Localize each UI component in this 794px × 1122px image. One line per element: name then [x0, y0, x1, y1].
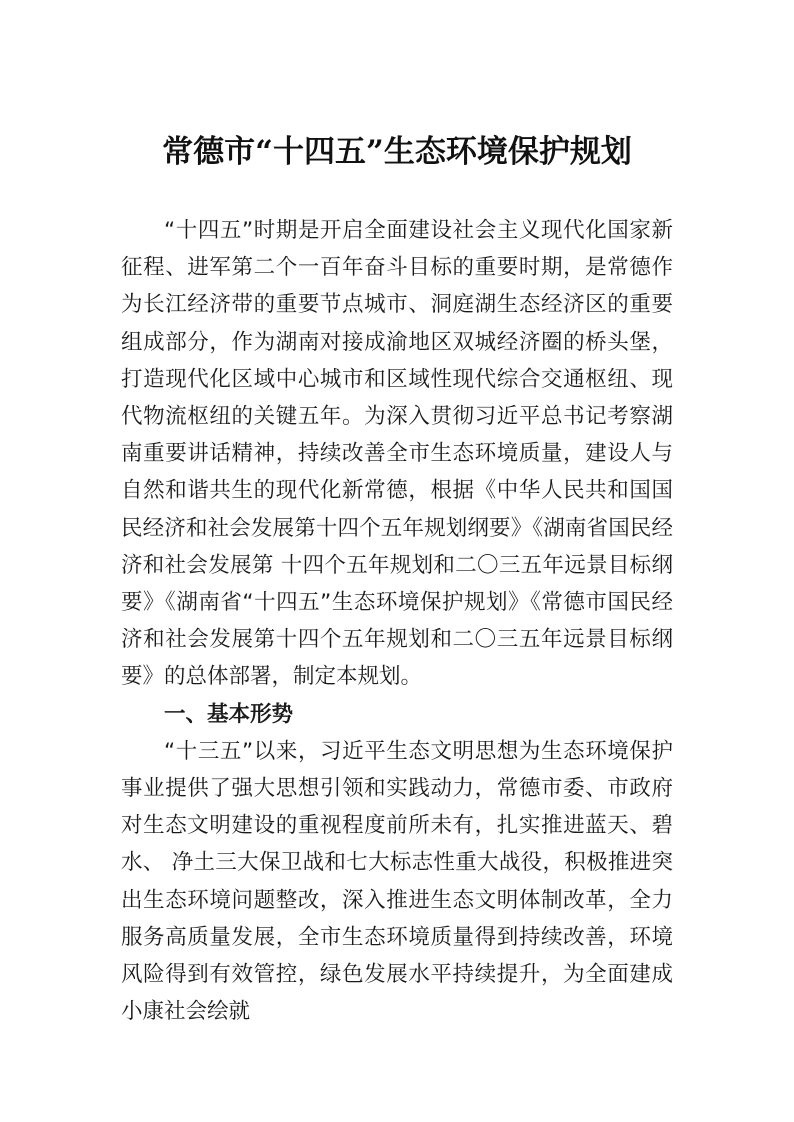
document-body: [121, 212, 673, 1030]
intro-paragraph: “十四五”时期是开启全面建设社会主义现代化国家新征程、进军第二个一百年奋斗目标的重要时期，是常德作为长江经济带的重要节点城市、洞庭湖生态经济区的重要组成部分，作为湖南对接成渝地区双城经济圈的桥头堡，打造现代化区域中心城市和区域性现代综合交通枢纽、现代物流枢纽的关键五年。为深入贯彻习近平总书记考察湖南重要讲话精神，持续改善全市生态环境质量，建设人与自然和谐共生的现代化新常德，根据《中华人民共和国国民经济和社会发展第十四个五年规划纲要》《湖南省国民经济和社会发展第 十四个五年规划和二〇三五年远景目标纲要》《湖南省“十四五”生态环境保护规划》《常德市国民经济和社会发展第十四个五年规划和二〇三五年远景目标纲要》的总体部署，制定本规划。: [121, 218, 673, 690]
section-paragraph: “十三五”以来，习近平生态文明思想为生态环境保护事业提供了强大思想引领和实践动力，常德市委、市政府对生态文明建设的重视程度前所未有，扎实推进蓝天、碧水、 净土三大保卫战和七大标志性重大战役，积极推进突出生态环境问题整改，深入推进生态文明体制改革，全力服务高质量发展，全市生态环境质量得到持续改善，环境风险得到有效管控，绿色发展水平持续提升，为全面建成小康社会绘就: [121, 738, 673, 1025]
document-title: 常德市“十四五”生态环境保护规划: [162, 134, 632, 170]
section-heading: 一、基本形势: [164, 701, 294, 727]
